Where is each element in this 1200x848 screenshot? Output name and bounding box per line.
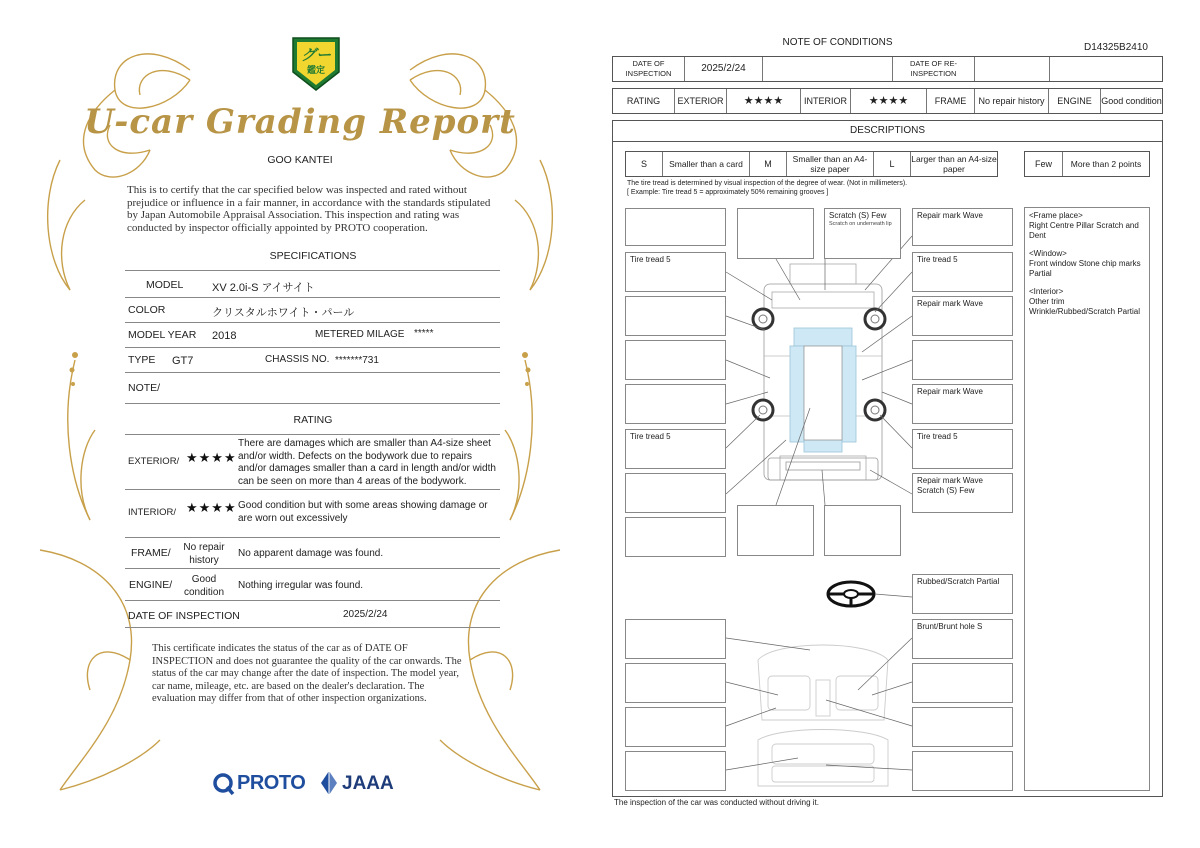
- exterior-stars-cell: ★★★★: [727, 89, 801, 113]
- interior-header: INTERIOR: [801, 89, 851, 113]
- interior-stars-cell: ★★★★: [851, 89, 927, 113]
- box-interior-left-1: [625, 619, 726, 659]
- box-rear-middle-right: [824, 505, 901, 556]
- note-title: NOTE OF CONDITIONS: [782, 37, 893, 48]
- right-repair-1-text: Repair mark Wave: [917, 299, 983, 308]
- box-right-3: [912, 340, 1013, 380]
- tire-fl-text: Tire tread 5: [630, 255, 671, 264]
- box-tire-rear-left: [625, 429, 726, 469]
- tire-rl-text: Tire tread 5: [630, 432, 671, 441]
- model-year-label: MODEL YEAR: [128, 329, 197, 341]
- box-interior-right-3: [912, 707, 1013, 747]
- inspection-footer: The inspection of the car was conducted without driving it.: [614, 798, 819, 807]
- engine-value-cell: Good condition: [1101, 96, 1162, 106]
- frame-header: FRAME: [927, 89, 975, 113]
- legend-text-l: Larger than an A4-size paper: [911, 154, 997, 174]
- window-label: <Window>: [1029, 249, 1067, 258]
- box-left-7: [625, 517, 726, 557]
- logo-text: グー: [300, 47, 331, 64]
- frame-place-label: <Frame place>: [1029, 211, 1083, 220]
- box-right-repair-1: [912, 296, 1013, 336]
- report-subtitle: GOO KANTEI: [267, 154, 333, 166]
- proto-mark-icon: [213, 772, 235, 796]
- steering-text: Rubbed/Scratch Partial: [917, 577, 1000, 586]
- window-text: Front window Stone chip marks Partial: [1029, 259, 1141, 278]
- type-value: GT7: [172, 355, 194, 367]
- date-of-inspection-value: 2025/2/24: [343, 609, 388, 620]
- condition-side-panel: [1024, 207, 1150, 791]
- box-steering: [912, 574, 1013, 614]
- box-tire-front-right: [912, 252, 1013, 292]
- model-label: MODEL: [146, 279, 184, 291]
- interior-description: Good condition but with some areas showing damage or are worn out excessively: [238, 500, 488, 524]
- legend-key-m: M: [750, 152, 787, 176]
- front-right-repair-text: Repair mark Wave: [917, 211, 983, 220]
- tread-note-2: [ Example: Tire tread 5 = approximately 50% remaining grooves ]: [627, 189, 829, 196]
- engine-value: Good condition: [183, 574, 225, 598]
- model-value: XV 2.0i-S アイサイト: [212, 282, 315, 294]
- interior-section-text: Other trim Wrinkle/Rubbed/Scratch Partial: [1029, 297, 1141, 316]
- descriptions-heading: DESCRIPTIONS: [612, 120, 1163, 142]
- metered-mileage-label: METERED MILAGE: [315, 329, 405, 340]
- proto-logo: [213, 770, 313, 798]
- proto-wordmark: PROTO: [237, 772, 306, 794]
- reinspection-header: DATE OF RE-INSPECTION: [893, 57, 975, 81]
- type-label: TYPE: [128, 354, 156, 366]
- date-of-inspection-header: DATE OF INSPECTION: [613, 57, 685, 81]
- box-left-2: [625, 296, 726, 336]
- note-of-conditions: [600, 0, 1200, 848]
- exterior-stars: ★★★★: [186, 450, 237, 465]
- specifications-heading: SPECIFICATIONS: [269, 250, 357, 262]
- model-year-value: 2018: [212, 330, 237, 342]
- jaaa-logo: [318, 770, 398, 798]
- engine-header: ENGINE: [1049, 89, 1101, 113]
- frame-description: No apparent damage was found.: [238, 548, 384, 559]
- legend-text-few: More than 2 points: [1070, 159, 1142, 169]
- interior-section-label: <Interior>: [1029, 287, 1064, 296]
- jaaa-wordmark: JAAA: [342, 773, 394, 794]
- legend-text-s: Smaller than a card: [663, 152, 750, 176]
- frame-place-text: Right Centre Pillar Scratch and Dent: [1029, 221, 1139, 240]
- burnt-text: Brunt/Brunt hole S: [917, 622, 983, 631]
- right-repair-3-text: Repair mark Wave: [917, 476, 983, 485]
- right-scratch-text: Scratch (S) Few: [917, 486, 975, 495]
- logo-subtext: 鑑定: [306, 65, 325, 75]
- frame-label: FRAME/: [131, 547, 171, 559]
- legend-key-l: L: [874, 152, 911, 176]
- chassis-label: CHASSIS NO.: [265, 354, 330, 365]
- exterior-description: There are damages which are smaller than A4-size sheet and/or width. Defects on the bodywork due to repairs and/or damages smaller than a card in length and/or width can be seen on more than 4 areas of the bodywork.: [238, 438, 496, 487]
- date-of-inspection-cell: 2025/2/24: [685, 57, 763, 81]
- box-interior-left-3: [625, 707, 726, 747]
- box-front-middle: [737, 208, 814, 259]
- jaaa-mark-icon: [318, 770, 340, 796]
- front-scratch-subtext: Scratch on underneath lip: [829, 221, 892, 227]
- date-of-inspection-label: DATE OF INSPECTION: [128, 610, 240, 622]
- legend-text-m: Smaller than an A4-size paper: [787, 152, 874, 176]
- box-left-4: [625, 384, 726, 424]
- box-left-6: [625, 473, 726, 513]
- right-repair-2-text: Repair mark Wave: [917, 387, 983, 396]
- box-interior-right-2: [912, 663, 1013, 703]
- interior-stars: ★★★★: [186, 500, 237, 515]
- tire-fr-text: Tire tread 5: [917, 255, 958, 264]
- goo-kantei-logo: [287, 32, 345, 94]
- front-scratch-text: Scratch (S) Few: [829, 211, 887, 220]
- box-front-scratch: [824, 208, 901, 259]
- legend-key-few: Few: [1025, 152, 1063, 176]
- color-label: COLOR: [128, 304, 166, 316]
- box-left-3: [625, 340, 726, 380]
- note-label: NOTE/: [128, 382, 161, 394]
- rating-heading: RATING: [293, 414, 333, 426]
- chassis-value: *******731: [335, 355, 379, 366]
- box-right-repair-scratch: [912, 473, 1013, 513]
- interior-label: INTERIOR/: [128, 507, 177, 518]
- engine-description: Nothing irregular was found.: [238, 580, 364, 591]
- metered-mileage-value: *****: [414, 328, 434, 339]
- box-interior-left-4: [625, 751, 726, 791]
- box-rear-middle-left: [737, 505, 814, 556]
- steering-wheel-icon: [828, 582, 874, 606]
- box-tire-rear-right: [912, 429, 1013, 469]
- exterior-label: EXTERIOR/: [128, 456, 180, 467]
- box-tire-front-left: [625, 252, 726, 292]
- tire-rr-text: Tire tread 5: [917, 432, 958, 441]
- box-burnt: [912, 619, 1013, 659]
- exterior-header: EXTERIOR: [675, 89, 727, 113]
- certificate-footer-note: This certificate indicates the status of the car as of DATE OF INSPECTION and does not guarantee the quality of the car onwards. The status of the car may change after the date of inspection. The model year, car name, mileage, etc. are based on the dealer's declaration. The evaluation may differ from that of other inspection organizations.: [152, 643, 462, 705]
- box-interior-right-4: [912, 751, 1013, 791]
- certification-statement: This is to certify that the car specified below was inspected and rated without prejudice or influence in a fair manner, in accordance with the standards stipulated by Japan Automobile Appraisal Association. This inspection and rating was conducted by inspector officially appointed by PROTO cooperation.: [127, 184, 491, 234]
- rating-header: RATING: [613, 89, 675, 113]
- box-interior-left-2: [625, 663, 726, 703]
- document-id: D14325B2410: [1084, 42, 1148, 53]
- tread-note-1: The tire tread is determined by visual inspection of the degree of wear. (Not in millimeters).: [627, 180, 908, 187]
- box-front-right-repair: [912, 208, 1013, 246]
- frame-value-cell: No repair history: [975, 89, 1049, 113]
- legend-key-s: S: [626, 152, 663, 176]
- frame-value: No repair history: [183, 542, 225, 566]
- report-title: U-car Grading Report: [84, 102, 516, 142]
- box-right-repair-2: [912, 384, 1013, 424]
- engine-label: ENGINE/: [129, 579, 173, 591]
- color-value: クリスタルホワイト・パール: [212, 307, 355, 319]
- box-front-left-upper: [625, 208, 726, 246]
